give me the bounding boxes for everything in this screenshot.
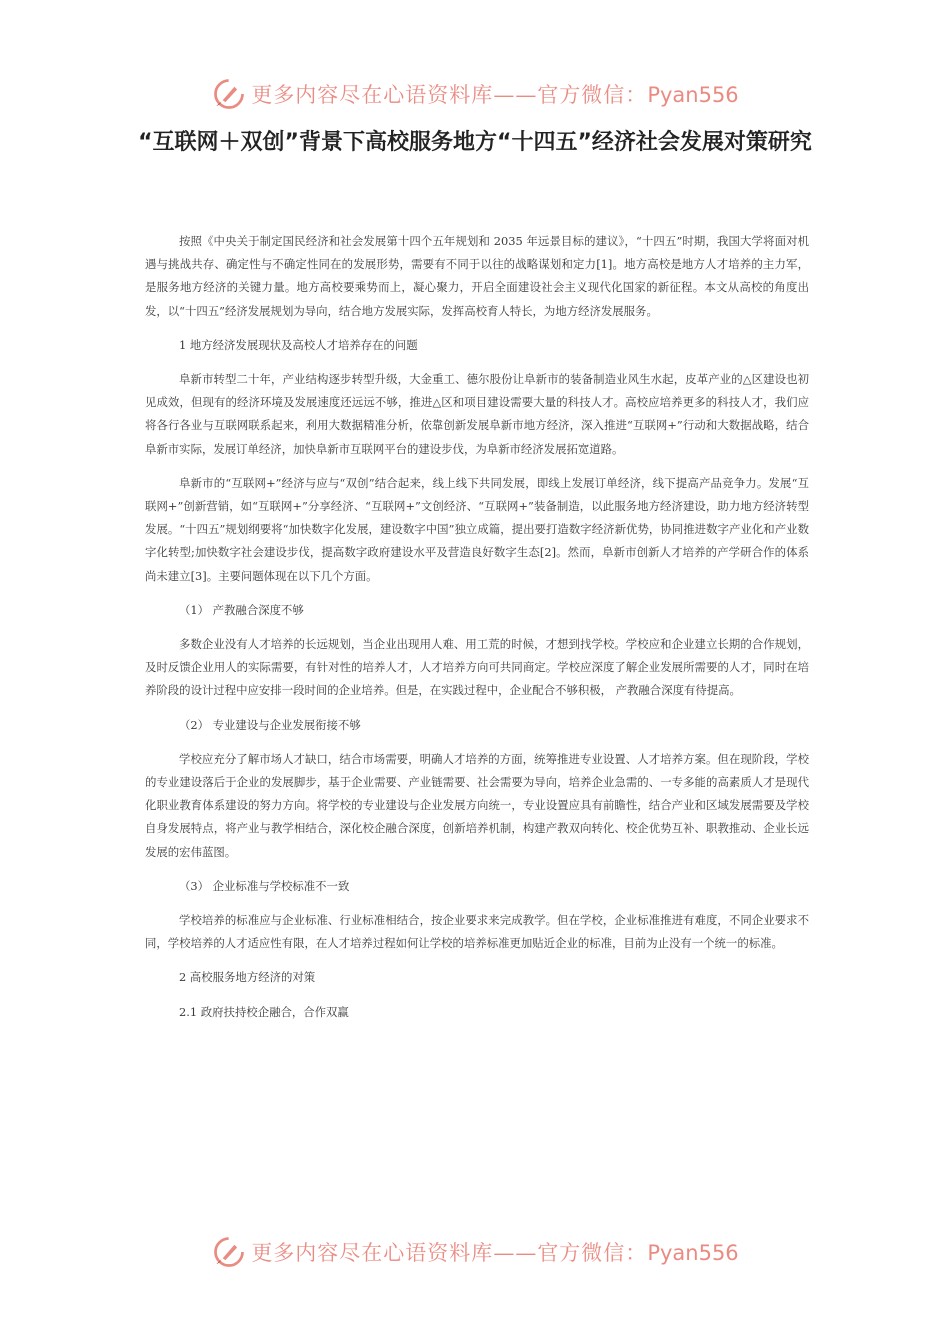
banner-official-label: 官方微信： [537,1241,648,1265]
subsection-3-paragraph: 学校培养的标准应与企业标准、行业标准相结合，按企业要求来完成教学。但在学校，企业标准推进有难度，不同企业要求不同，学校培养的人才适应性有限，在人才培养过程如何让学校的培养标准更加贴近企业的标准，目前为止没有一个统一的标准。 [145,913,809,951]
subsection-3-heading: （3） 企业标准与学校标准不一致 [179,878,350,893]
banner-slogan: 更多内容尽在心语资料库 [251,83,494,107]
subsection-2-paragraph: 学校应充分了解市场人才缺口，结合市场需要，明确人才培养的方面，统筹推进专业设置、人才培养方案。但在现阶段，学校的专业建设落后于企业的发展脚步，基于企业需要、产业链需要、社会需要为导向，培养企业急需的、一专多能的高素质人才是现代化职业教育体系建设的努力方向。将学校的专业建设与企业发展方向统一，专业设置应具有前瞻性，结合产业和区域发展需要及学校自身发展特点，将产业与教学相结合，深化校企融合深度，创新培养机制，构建产教双向转化、校企优势互补、职教推动、企业长远发展的宏伟蓝图。 [145,751,809,859]
banner-dash: —— [493,83,538,107]
banner-text [251,79,738,109]
document-body [145,230,809,1035]
section-1-heading: 1 地方经济发展现状及高校人才培养存在的问题 [179,337,418,352]
document-title: “互联网＋双创”背景下高校服务地方“十四五”经济社会发展对策研究 [138,130,812,155]
banner-official-label: 官方微信： [537,83,648,107]
banner-slogan: 更多内容尽在心语资料库 [251,1241,494,1265]
brush-logo-icon [211,1234,247,1270]
section-1-paragraph-2: 阜新市的“互联网+”经济与应与“双创”结合起来，线上线下共同发展，即线上发展订单经济，线下提高产品竞争力。发展“互联网+”创新营销，如“互联网+”分享经济、“互联网+”文创经济、“互联网+”装备制造，以此服务地方经济建设，助力地方经济转型发展。“十四五”规划纲要将“加快数字化发展，建设数字中国”独立成篇，提出要打造数字经济新优势，协同推进数字产业化和产业数字化转型;加快数字社会建设步伐，提高数字政府建设水平及营造良好数字生态[2]。然而，阜新市创新人才培养的产学研合作的体系尚未建立[3]。主要问题体现在以下几个方面。 [145,475,809,583]
banner-dash: —— [493,1241,538,1265]
section-1-paragraph-1: 阜新市转型二十年，产业结构逐步转型升级，大金重工、德尔股份让阜新市的装备制造业风生水起，皮革产业的△区建设也初见成效，但现有的经济环境及发展速度还远远不够，推进△区和项目建设需要大量的科技人才。高校应培养更多的科技人才，我们应将各行各业与互联网联系起来，利用大数据精准分析，依靠创新发展阜新市地方经济，深入推进“互联网+”行动和大数据战略，结合阜新市实际，发展订单经济，加快阜新市互联网平台的建设步伐，为阜新市经济发展拓宽道路。 [145,372,809,456]
subsection-1-heading: （1） 产教融合深度不够 [179,602,304,617]
subsection-1-paragraph: 多数企业没有人才培养的长远规划，当企业出现用人难、用工荒的时候，才想到找学校。学校应和企业建立长期的合作规划，及时反馈企业用人的实际需要，有针对性的培养人才，人才培养方向可共同商定。学校应深度了解企业发展所需要的人才，同时在培养阶段的设计过程中应安排一段时间的企业培养。但是，在实践过程中，企业配合不够积极， 产教融合深度有待提高。 [145,637,809,698]
brush-logo-icon [211,76,247,112]
subsection-2-heading: （2） 专业建设与企业发展衔接不够 [179,717,361,732]
header-banner [0,74,950,114]
section-2-1-heading: 2.1 政府扶持校企融合，合作双赢 [179,1004,349,1019]
intro-paragraph: 按照《中央关于制定国民经济和社会发展第十四个五年规划和 2035 年远景目标的建议》，“十四五”时期，我国大学将面对机遇与挑战共存、确定性与不确定性同在的发展形势，需要有不同于以往的战略谋划和定力[1]。地方高校是地方人才培养的主力军，是服务地方经济的关键力量。地方高校要乘势而上，凝心聚力，开启全面建设社会主义现代化国家的新征程。本文从高校的角度出发，以“十四五”经济发展规划为导向，结合地方发展实际，发挥高校育人特长，为地方经济发展服务。 [145,234,809,318]
banner-text [251,1237,738,1267]
section-2-heading: 2 高校服务地方经济的对策 [179,970,316,985]
footer-banner [0,1232,950,1272]
banner-wechat-id: Pyan556 [647,1241,739,1265]
banner-wechat-id: Pyan556 [647,83,739,107]
